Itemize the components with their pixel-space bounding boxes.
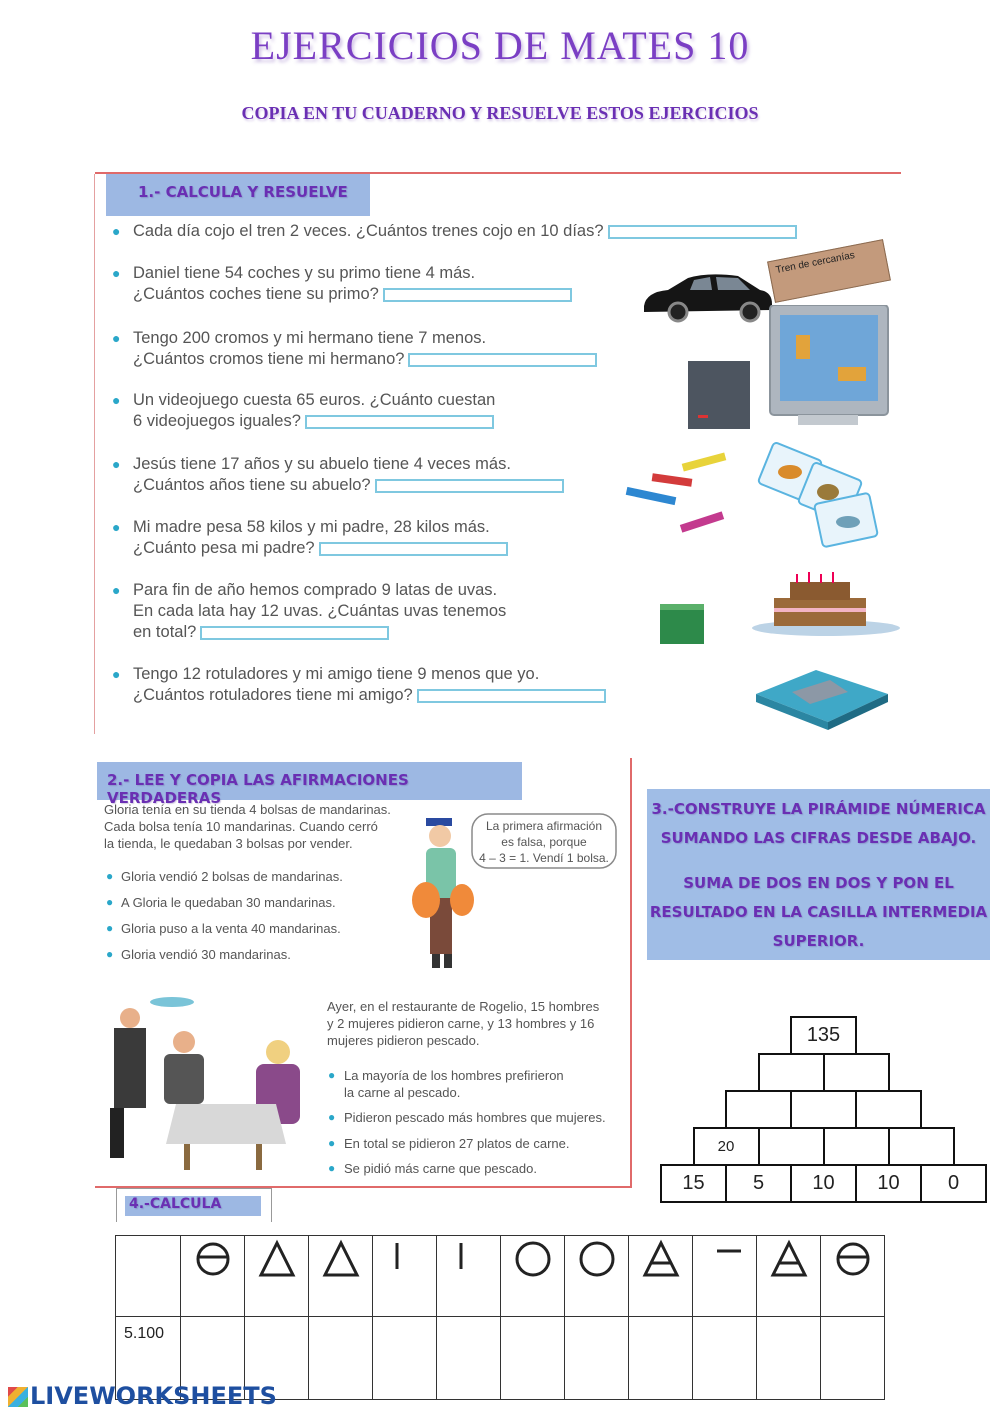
question-line: Tengo 12 rotuladores y mi amigo tiene 9 menos que yo. [133,665,540,683]
bullet-icon: ● [328,1136,336,1150]
logo-icon [8,1387,28,1407]
pyramid-cell[interactable] [823,1053,890,1092]
bullet-icon: ● [112,582,121,598]
text-line: La primera afirmación [485,819,603,833]
circle-minus-icon [193,1239,233,1284]
bullet-icon: ● [106,895,114,909]
instruction-line: SUMANDO LAS CIFRAS DESDE ABAJO. [660,829,977,847]
section2-heading: 2.- LEE Y COPIA LAS AFIRMACIONES VERDADERAS [97,762,522,800]
table-cell [116,1236,181,1317]
ticket-text: Tren de cercanías [774,249,856,277]
question-line: en total? [133,622,506,643]
answer-field[interactable] [408,353,597,367]
triangle-icon [257,1239,297,1284]
table-cell [245,1236,309,1317]
text-line: Cada bolsa tenía 10 mandarinas. Cuando cerró [104,819,378,834]
question-line: ¿Cuánto pesa mi padre? [133,538,508,559]
question-item [112,664,606,706]
statement-text: Pidieron pescado más hombres que mujeres. [344,1110,606,1125]
question-line: Mi madre pesa 58 kilos y mi padre, 28 kilos más. [133,518,490,536]
statement-text: Gloria vendió 2 bolsas de mandarinas. [121,869,343,884]
answer-cell[interactable] [629,1317,693,1400]
pyramid-cell[interactable]: 10 [855,1164,922,1203]
table-cell [821,1236,885,1317]
table-cell [309,1236,373,1317]
answer-field[interactable] [417,689,606,703]
answer-cell[interactable] [309,1317,373,1400]
pyramid-cell[interactable] [823,1127,890,1166]
statement-item [328,1160,537,1177]
answer-cell[interactable] [501,1317,565,1400]
table-cell [693,1236,757,1317]
computer-icon [688,305,893,430]
dash-icon [705,1239,745,1284]
pyramid-cell[interactable]: 15 [660,1164,727,1203]
statement-item [328,1135,569,1152]
answer-field[interactable] [200,626,389,640]
restaurant-illustration [96,994,316,1174]
divider [94,174,95,734]
question-line: Jesús tiene 17 años y su abuelo tiene 4 veces más. [133,455,511,473]
question-line: ¿Cuántos años tiene su abuelo? [133,475,564,496]
statement-text: A Gloria le quedaban 30 mandarinas. [121,895,336,910]
calc-table [115,1235,885,1400]
table-cell [629,1236,693,1317]
question-line: ¿Cuántos cromos tiene mi hermano? [133,349,597,370]
pyramid-cell[interactable]: 10 [790,1164,857,1203]
answer-cell[interactable] [821,1317,885,1400]
train-ticket [767,239,891,303]
table-cell [757,1236,821,1317]
answer-field[interactable] [319,542,508,556]
bullet-icon: ● [112,456,121,472]
statement-text: En total se pidieron 27 platos de carne. [344,1136,570,1151]
table-cell [181,1236,245,1317]
text-line: Gloria tenía en su tienda 4 bolsas de mandarinas. [104,802,391,817]
pyramid-cell[interactable]: 20 [693,1127,760,1166]
question-item [112,263,572,305]
answer-field[interactable] [375,479,564,493]
statement-text: Gloria vendió 30 mandarinas. [121,947,291,962]
pyramid-cell[interactable]: 135 [790,1016,857,1055]
circle-icon [577,1239,617,1284]
answer-field[interactable] [608,225,797,239]
pyramid-cell[interactable] [758,1127,825,1166]
question-line: Tengo 200 cromos y mi hermano tiene 7 menos. [133,329,487,347]
answer-field[interactable] [305,415,494,429]
question-line: Daniel tiene 54 coches y su primo tiene 4 más. [133,264,476,282]
bar-icon [449,1239,489,1284]
marker-pens-icon [622,452,732,542]
bullet-icon: ● [112,666,121,682]
section4-heading: 4.-CALCULA [125,1196,261,1216]
triangle-icon [321,1239,361,1284]
triangle-bar-icon [769,1239,809,1284]
pyramid-cell[interactable] [790,1090,857,1129]
circle-minus-icon [833,1239,873,1284]
question-line: Cada día cojo el tren 2 veces. ¿Cuántos trenes cojo en 10 días? [133,221,797,242]
instruction-line: SUMA DE DOS EN DOS Y PON EL [683,874,954,892]
statement-item [106,868,343,885]
table-cell: 5.100 [116,1317,181,1400]
answer-cell[interactable] [373,1317,437,1400]
question-line: ¿Cuántos coches tiene su primo? [133,284,572,305]
table-cell [437,1236,501,1317]
table-cell [373,1236,437,1317]
statement-item [106,946,291,963]
text-line: la tienda, le quedaban 3 bolsas por vender. [104,836,353,851]
pyramid-cell[interactable]: 0 [920,1164,987,1203]
triangle-bar-icon [641,1239,681,1284]
pyramid-cell[interactable] [855,1090,922,1129]
speech-bubble-text [470,818,618,866]
answer-cell[interactable] [757,1317,821,1400]
section1-heading: 1.- CALCULA Y RESUELVE [106,174,370,216]
text-line: Ayer, en el restaurante de Rogelio, 15 hombres [327,999,600,1014]
statement-text: la carne al pescado. [344,1085,461,1100]
statement-text: Se pidió más carne que pescado. [344,1161,537,1176]
question-line: En cada lata hay 12 uvas. ¿Cuántas uvas tenemos [133,602,507,620]
instruction-line: SUPERIOR. [772,932,865,950]
statement-item [328,1109,606,1126]
bullet-icon: ● [106,947,114,961]
bullet-icon: ● [328,1110,336,1124]
shopkeeper-illustration [404,816,484,976]
answer-field[interactable] [383,288,572,302]
statement-text: Gloria puso a la venta 40 mandarinas. [121,921,341,936]
question-item [112,580,506,643]
question-item [112,328,597,370]
question-line: Para fin de año hemos comprado 9 latas de uvas. [133,581,498,599]
instruction-line [647,853,990,869]
pyramid-cell[interactable] [758,1053,825,1092]
problem2-text [327,998,599,1049]
question-item [112,517,508,559]
bullet-icon: ● [112,392,121,408]
box-icon [752,664,892,734]
pyramid-cell[interactable]: 5 [725,1164,792,1203]
question-line: ¿Cuántos rotuladores tiene mi amigo? [133,685,606,706]
footer-logo [8,1382,277,1410]
table-cell [565,1236,629,1317]
bullet-icon: ● [112,223,121,239]
page-title: EJERCICIOS DE MATES 10 [250,23,750,68]
statement-item [106,920,341,937]
statement-item [106,894,336,911]
bullet-icon: ● [112,265,121,281]
bullet-icon: ● [112,519,121,535]
bullet-icon: ● [328,1068,336,1082]
section3-instructions [647,789,990,960]
instruction-line: 3.-CONSTRUYE LA PIRÁMIDE NÚMERICA [651,800,986,818]
problem1-text [104,801,391,852]
pyramid-cell[interactable] [888,1127,955,1166]
statement-item [328,1067,564,1084]
answer-cell[interactable] [437,1317,501,1400]
table-cell [501,1236,565,1317]
trading-cards-icon [756,440,891,550]
bar-icon [385,1239,425,1284]
question-item [112,390,495,432]
text-line: 4 – 3 = 1. Vendí 1 bolsa. [479,851,609,865]
question-item [112,221,797,242]
question-item [112,454,564,496]
answer-cell[interactable] [693,1317,757,1400]
bullet-icon: ● [112,330,121,346]
statement-item [328,1084,460,1101]
bullet-icon: ● [328,1161,336,1175]
page-subtitle: COPIA EN TU CUADERNO Y RESUELVE ESTOS EJERCICIOS [241,103,759,123]
answer-cell[interactable] [565,1317,629,1400]
question-line: Un videojuego cuesta 65 euros. ¿Cuánto cuestan [133,391,496,409]
text-line: y 2 mujeres pidieron carne, y 13 hombres y 16 [327,1016,595,1031]
cake-icon [656,570,906,645]
question-line: 6 videojuegos iguales? [133,411,495,432]
instruction-line: RESULTADO EN LA CASILLA INTERMEDIA [649,903,988,921]
table-row [116,1236,885,1317]
pyramid-cell[interactable] [725,1090,792,1129]
text-line: es falsa, porque [501,835,587,849]
text-line: mujeres pidieron pescado. [327,1033,480,1048]
bullet-icon: ● [106,921,114,935]
bullet-icon: ● [106,869,114,883]
footer-text: LIVEWORKSHEETS [30,1382,277,1410]
circle-icon [513,1239,553,1284]
statement-text: La mayoría de los hombres prefirieron [344,1068,564,1083]
